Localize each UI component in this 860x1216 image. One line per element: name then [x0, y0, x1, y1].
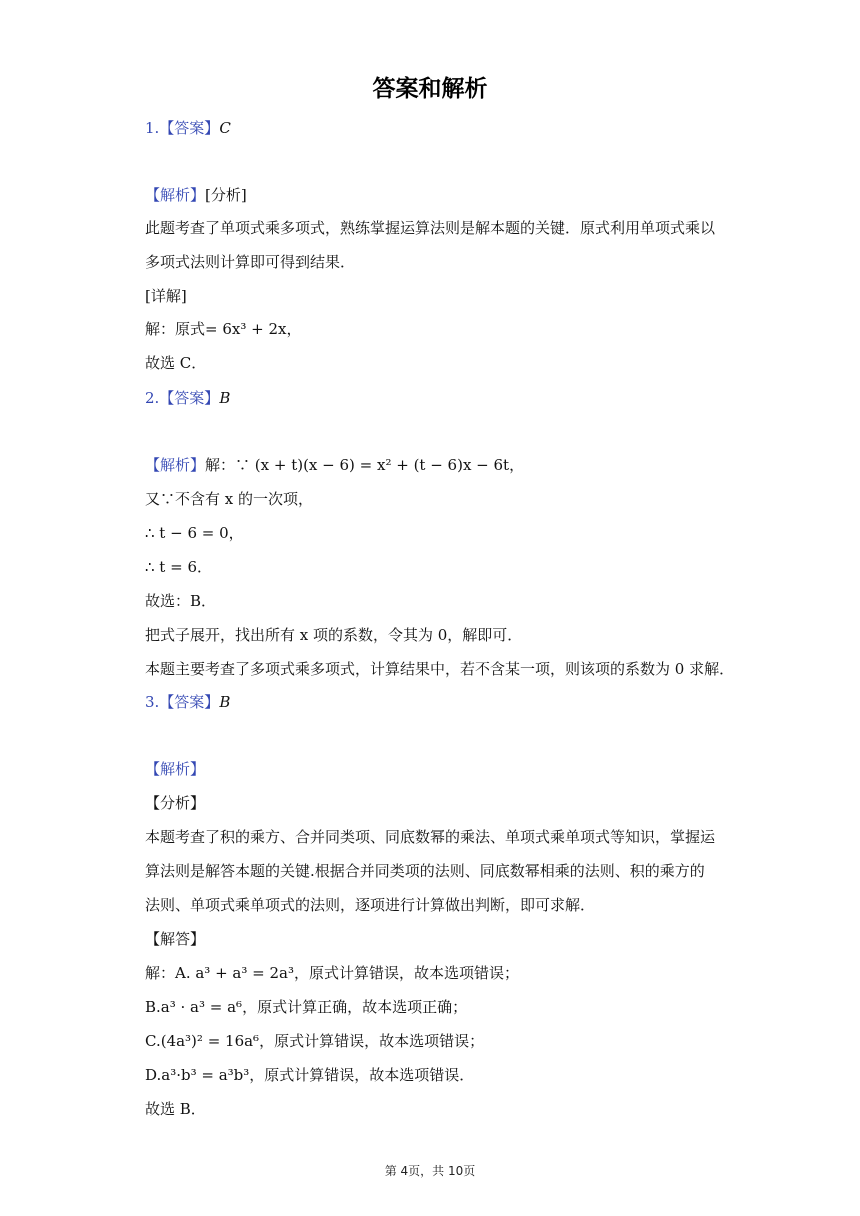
analysis-3-line: C.(4a³)² = 16a⁶，原式计算错误，故本选项错误； [145, 1032, 485, 1050]
page-footer: 第 4页，共 10页 [384, 1164, 476, 1178]
answer-1: 1.【答案】C [145, 119, 231, 137]
analysis-2-heading: 【解析】解：∵ (x + t)(x − 6) = x² + (t − 6)x − 6t， [145, 456, 525, 474]
analysis-1-line: 解：原式= 6x³ + 2x， [145, 320, 302, 338]
answer-3: 3.【答案】B [145, 693, 231, 711]
analysis-3-line: 【解答】 [145, 930, 206, 948]
page-title: 答案和解析 [372, 76, 488, 102]
analysis-1-line: 此题考查了单项式乘多项式，熟练掌握运算法则是解本题的关键．原式利用单项式乘以 [145, 219, 716, 237]
analysis-1-line: [详解] [145, 287, 187, 305]
analysis-2-line: ∴ t = 6． [145, 558, 212, 576]
analysis-3-line: 【分析】 [145, 794, 206, 812]
analysis-3-line: 算法则是解答本题的关键.根据合并同类项的法则、同底数幂相乘的法则、积的乘方的 [145, 862, 705, 880]
analysis-2-line: ∴ t − 6 = 0， [145, 524, 244, 542]
analysis-3-line: 解：A. a³ + a³ = 2a³，原式计算错误，故本选项错误； [145, 964, 519, 982]
analysis-2-line: 故选：B． [145, 592, 217, 610]
analysis-2-line: 本题主要考查了多项式乘多项式，计算结果中，若不含某一项，则该项的系数为 0 求解． [145, 660, 735, 678]
analysis-3-line: 法则、单项式乘单项式的法则，逐项进行计算做出判断，即可求解． [145, 896, 596, 914]
analysis-1-line: 多项式法则计算即可得到结果． [145, 253, 356, 271]
analysis-3-heading: 【解析】 [145, 760, 206, 778]
analysis-2-line: 把式子展开，找出所有 x 项的系数，令其为 0，解即可． [145, 626, 523, 644]
analysis-3-line: 故选 B． [145, 1100, 206, 1118]
analysis-3-line: D.a³·b³ = a³b³，原式计算错误，故本选项错误． [145, 1066, 475, 1084]
analysis-3-line: B.a³ · a³ = a⁶，原式计算正确，故本选项正确； [145, 998, 468, 1016]
answer-2: 2.【答案】B [145, 389, 231, 407]
analysis-1-heading: 【解析】[分析] [145, 186, 247, 204]
analysis-3-line: 本题考查了积的乘方、合并同类项、同底数幂的乘法、单项式乘单项式等知识，掌握运 [145, 828, 716, 846]
analysis-2-line: 又∵不含有 x 的一次项， [145, 490, 313, 508]
analysis-1-line: 故选 C． [145, 354, 207, 372]
